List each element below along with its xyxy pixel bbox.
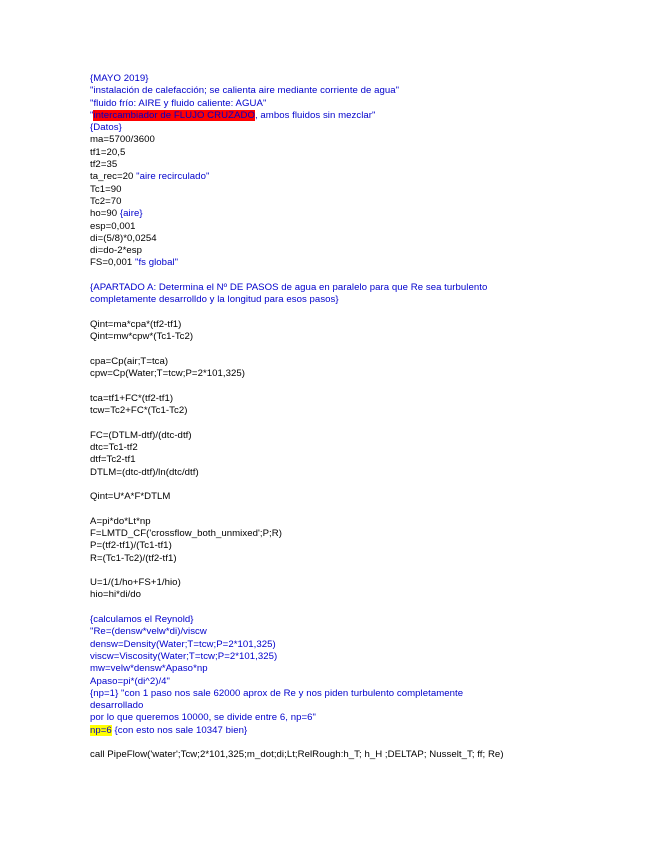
fs-comment: "fs global" (135, 257, 179, 269)
eq-np (90, 725, 590, 737)
apartado-title-line-2: completamente desarrolldo y la longitud para esos pasos} (90, 294, 339, 306)
eq-dtc: dtc=Tc1-tf2 (90, 441, 138, 453)
eq-hio: hio=hi*di/do (90, 589, 142, 601)
np1-comment-line-2: desarrollado (90, 700, 144, 712)
eq-ta-rec (90, 171, 590, 183)
reynolds-eq-densw: densw=Density(Water;T=tcw;P=2*101,325) (90, 638, 276, 650)
blank-line (90, 565, 590, 577)
blank-line (90, 479, 590, 491)
eq-tc2: Tc2=70 (90, 195, 122, 207)
eq-tcw: tcw=Tc2+FC*(Tc1-Tc2) (90, 405, 188, 417)
blank-line (90, 503, 590, 515)
blank-line (90, 417, 590, 429)
reynolds-eq-mw: mw=velw*densw*Apaso*np (90, 663, 208, 675)
description-line-1: "instalación de calefacción; se calienta aire mediante corriente de agua" (90, 85, 400, 97)
pipeflow-call: call PipeFlow('water';Tcw;2*101,325;m_dot;di;Lt;RelRough:h_T; h_H ;DELTAP; Nusselt_T; ff; Re) (90, 749, 504, 761)
eq-f-correction: F=LMTD_CF('crossflow_both_unmixed';P;R) (90, 527, 282, 539)
blank-line (90, 307, 590, 319)
fs-value: FS=0,001 (90, 257, 135, 269)
blank-line (90, 602, 590, 614)
eq-dtlm: DTLM=(dtc-dtf)/ln(dtc/dtf) (90, 466, 199, 478)
eq-tf1: tf1=20,5 (90, 146, 126, 158)
reynolds-eq-viscw: viscw=Viscosity(Water;T=tcw;P=2*101,325) (90, 650, 278, 662)
apartado-title-line-1: {APARTADO A: Determina el Nº DE PASOS de agua en paralelo para que Re sea turbulento (90, 282, 488, 294)
eq-fs (90, 257, 590, 269)
blank-line (90, 737, 590, 749)
eq-qint-1: Qint=ma*cpa*(tf2-tf1) (90, 318, 182, 330)
datos-title: {Datos} (90, 122, 122, 134)
highlighted-crossflow-text: intercambiador de FLUJO CRUZADO (93, 109, 255, 121)
eq-esp: esp=0,001 (90, 220, 136, 232)
ta-rec-value: ta_rec=20 (90, 171, 137, 183)
np1-comment-line-1: {np=1} "con 1 paso nos sale 62000 aprox de Re y nos piden turbulento completamente (90, 687, 464, 699)
ta-rec-comment: "aire recirculado" (136, 171, 210, 183)
eq-dtf: dtf=Tc2-tf1 (90, 454, 136, 466)
blank-line (90, 380, 590, 392)
date-comment: {MAYO 2019} (90, 73, 149, 84)
eq-di-2: di=do-2*esp (90, 245, 143, 257)
eq-r: R=(Tc1-Tc2)/(tf2-tf1) (90, 552, 177, 564)
blank-line (90, 270, 590, 282)
blank-line (90, 344, 590, 356)
description-line-3-rest: , ambos fluidos sin mezclar" (254, 109, 376, 121)
ho-value: ho=90 (90, 208, 120, 220)
eq-qint-2: Qint=mw*cpw*(Tc1-Tc2) (90, 331, 194, 343)
eq-cpw: cpw=Cp(Water;T=tcw;P=2*101,325) (90, 368, 246, 380)
highlighted-np-value: np=6 (90, 724, 112, 736)
eq-tf2: tf2=35 (90, 159, 118, 171)
eq-area: A=pi*do*Lt*np (90, 515, 151, 527)
description-line-2: "fluido frío: AIRE y fluido caliente: AGUA" (90, 97, 267, 109)
eq-tca: tca=tf1+FC*(tf2-tf1) (90, 392, 174, 404)
eq-fc: FC=(DTLM-dtf)/(dtc-dtf) (90, 429, 192, 441)
reynolds-eq-re: "Re=(densw*velw*di)/viscw (90, 626, 207, 638)
eq-di: di=(5/8)*0,0254 (90, 232, 157, 244)
np-comment: {con esto nos sale 10347 bien} (111, 724, 248, 736)
quote-mark: " (90, 109, 94, 121)
ho-comment: {aire} (119, 208, 143, 220)
eq-qint-3: Qint=U*A*F*DTLM (90, 491, 171, 503)
eq-tc1: Tc1=90 (90, 183, 122, 195)
ees-code-document (90, 73, 590, 762)
eq-u: U=1/(1/ho+FS+1/hio) (90, 577, 181, 589)
reynolds-eq-apaso: Apaso=pi*(di^2)/4" (90, 675, 171, 687)
description-line-3 (90, 110, 590, 122)
np1-comment-line-3: por lo que queremos 10000, se divide entre 6, np=6" (90, 712, 316, 724)
eq-ho (90, 208, 590, 220)
eq-ma: ma=5700/3600 (90, 134, 155, 146)
reynolds-title: {calculamos el Reynold} (90, 614, 194, 626)
eq-cpa: cpa=Cp(air;T=tca) (90, 355, 169, 367)
eq-p: P=(tf2-tf1)/(Tc1-tf1) (90, 540, 172, 552)
